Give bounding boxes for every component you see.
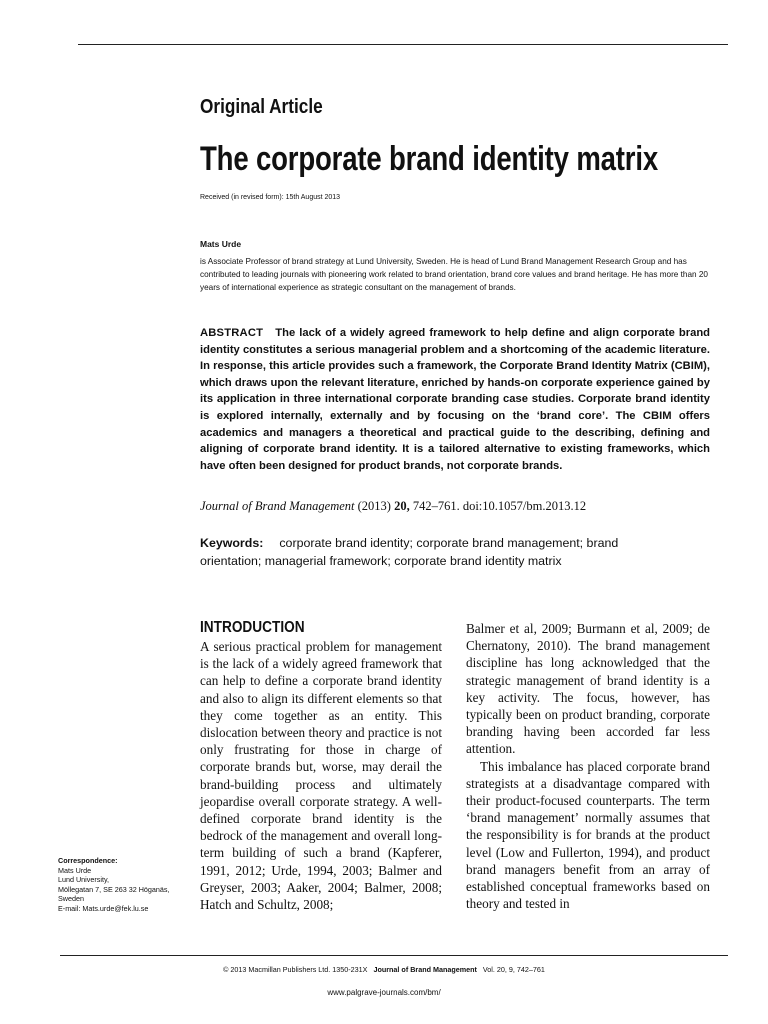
footer-url: www.palgrave-journals.com/bm/ [327,988,441,997]
correspondence-name: Mats Urde [58,865,92,875]
article-title: The corporate brand identity matrix [200,140,659,178]
correspondence-institution: Lund University, [58,875,109,885]
footer-volume: Vol. 20, 9, 742–761 [482,965,545,974]
correspondence-heading: Correspondence: [58,856,118,865]
correspondence-email: E-mail: Mats.urde@fek.lu.se [58,903,149,913]
footer-line [0,965,768,974]
bottom-rule [60,955,728,956]
citation-volume: 20, [394,499,410,513]
top-rule [78,44,728,45]
introduction-heading: INTRODUCTION [200,619,305,636]
author-name: Mats Urde [200,239,242,249]
author-bio: is Associate Professor of brand strategy at Lund University, Sweden. He is head of Lund Brand Management Research Group and has contributed to leading journals with pioneering work related to brand orientation, brand core values and brand heritage. He has more than 20 years of international experience as strategic consultant on the management of brands. [200,257,708,292]
footer-copyright: © 2013 Macmillan Publishers Ltd. 1350-231X [223,965,368,974]
footer-journal: Journal of Brand Management [373,965,477,974]
keywords-text: corporate brand identity; corporate brand management; brand orientation; managerial framework; corporate brand identity matrix [200,536,619,568]
citation [200,499,720,514]
correspondence-address: Möllegatan 7, SE 263 32 Höganäs, [58,884,170,894]
keywords [200,534,650,570]
abstract [200,325,710,474]
correspondence-block [58,856,198,914]
paragraph: This imbalance has placed corporate brand strategists at a disadvantage compared with their product-focused counterparts. The term ‘brand management’ normally assumes that the responsibility is for brands at the product level (Low and Fullerton, 1994), and product brand managers benefit from an array of established conceptual frameworks based on theory and tested in [466,758,710,912]
paragraph: A serious practical problem for management is the lack of a widely agreed framework that can help to define a corporate brand identity and also to align its different elements so that they come together as an entity. This dislocation between theory and practice is not only frustrating for those in charge of corporate brands but, worse, may derail the brand-building process and ultimately jeopardise overall corporate strategy. A well-defined corporate brand identity is the bedrock of the management and overall long-term building of such a brand (Kapferer, 1991, 2012; Urde, 1994, 2003; Balmer and Greyser, 2003; Aaker, 2004; Balmer, 2008; Hatch and Schultz, 2008; [200,639,442,913]
body-column-left [200,638,442,913]
keywords-label: Keywords: [200,536,264,550]
citation-journal: Journal of Brand Management [200,499,355,513]
correspondence-country: Sweden [58,894,84,904]
body-column-right [466,620,710,912]
citation-pages-doi: 742–761. doi:10.1057/bm.2013.12 [412,499,587,513]
paragraph: Balmer et al, 2009; Burmann et al, 2009; de Chernatony, 2010). The brand management discipline has long acknowledged that the strategic management of brand identity is a key activity. The focus, however, has typically been on product branding, corporate branding having been accorded far less attention. [466,621,710,757]
abstract-text: The lack of a widely agreed framework to help define and align corporate brand identity constitutes a serious managerial problem and a shortcoming of the academic literature. In response, this article provides such a framework, the Corporate Brand Identity Matrix (CBIM), which draws upon the relevant literature, enriched by hands-on corporate experience gained by its application in three international corporate branding case studies. Corporate brand identity is explored internally, externally and by focusing on the ‘brand core’. The CBIM offers academics and managers a theoretical and practical guide to the describing, defining and aligning of corporate brand identity. It is a tailored alternative to existing frameworks, which have often been designed for product brands, not corporate brands. [200,327,711,472]
citation-year: (2013) [357,499,391,513]
abstract-label: ABSTRACT [200,327,264,339]
received-date: Received (in revised form): 15th August 2013 [200,194,341,201]
article-type-label: Original Article [200,96,323,118]
